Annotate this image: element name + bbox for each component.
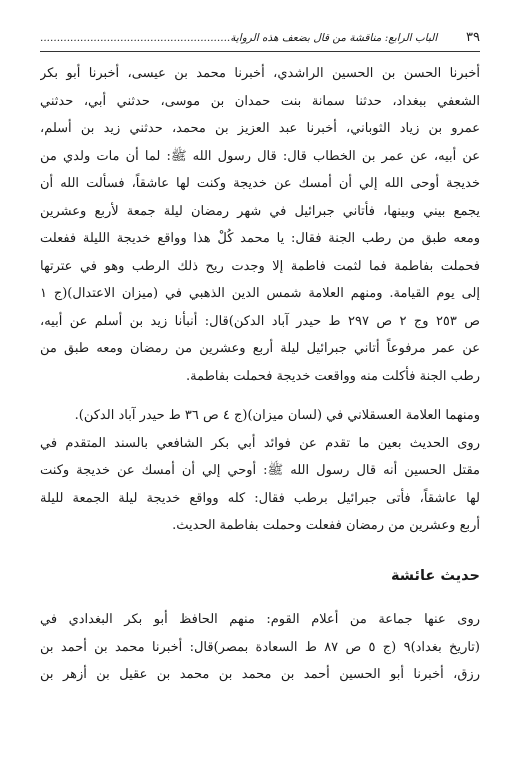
running-title: الباب الرابع: مناقشة من قال بضعف هذه الرواية......................................................... [40, 32, 438, 44]
text-line: يجمع بيني وبينها، فأتاني جبرائيل في شهر رمضان ليلة جمعة لأربع وعشرين [40, 203, 480, 219]
text-line: عن أبيه، عن عمر بن الخطاب قال: قال رسول الله ﷺ: لما أن مات ولدي من [40, 148, 480, 164]
text-line: فحملت بفاطمة فما لثمت فاطمة إلا وجدت ريح ذلك الرطب وهو في عترتها [40, 258, 480, 274]
text-line: مقتل الحسين أنه قال رسول الله ﷺ: أوحي إلي أن أمسك عن خديجة وكنت [40, 463, 480, 478]
text-line: أخبرنا الحسن بن الحسين الراشدي، أخبرنا محمد بن عيسى، أخبرنا أبو بكر [40, 66, 480, 81]
section-heading: حديث عائشة [390, 568, 480, 584]
text-line: عمرو بن زياد الثوباني، أخبرنا عبد العزيز بن محمد، حدثني زيد بن أسلم، [40, 121, 480, 136]
section-body [40, 606, 480, 689]
text-line: عن عمر مرفوعاً أتاني جبرائيل ليلة أربع وعشرين من رمضان ومعه طبق من [40, 341, 480, 356]
page-number: ٣٩ [466, 30, 480, 45]
text-line: (تاريخ بغداد)٩ (ج ٥ ص ٨٧ ط السعادة بمصر)قال: أخبرنا محمد بن أحمد بن [40, 639, 480, 655]
paragraph-spacer [40, 390, 480, 402]
text-line: ومنهما العلامة العسقلاني في (لسان ميزان)(ج ٤ ص ٣٦ ط حيدر آباد الدكن). [74, 408, 480, 423]
text-line: لها عاشقاً، فأتى جبرائيل برطب فقال: كله وواقع خديجة ليلة الجمعة لليلة [40, 490, 480, 506]
text-line: إلى يوم القيامة. ومنهم العلامة شمس الدين الذهبي في (ميزان الاعتدال)(ج ١ [40, 286, 480, 301]
text-line: روى الحديث بعين ما تقدم عن فوائد أبي بكر الشافعي بالسند المتقدم في [40, 435, 480, 451]
text-line: رطب الجنة فأكلت منه وواقعت خديجة فحملت بفاطمة. [185, 368, 480, 384]
text-line: أربع وعشرين من رمضان ففعلت وحملت بفاطمة الحديث. [172, 518, 480, 533]
text-line: ومعه طبق من رطب الجنة فقال: يا محمد كُلْ هذا وواقع خديجة الليلة ففعلت [40, 231, 480, 246]
body-text [40, 60, 480, 540]
text-line: الشعفي ببغداد، حدثنا سمانة بنت حمدان بن موسى، حدثني أبي، حدثني [40, 93, 480, 109]
paragraph [40, 402, 480, 540]
text-line: خديجة أوحى الله إلي أن أمسك عن خديجة وكنت لها عاشقاً، فسألت الله أن [40, 176, 480, 191]
text-line: ص ٢٥٣ وج ٢ ص ٢٩٧ ط حيدر آباد الدكن)قال: أنبأنا زيد بن أسلم عن أبيه، [40, 313, 480, 329]
text-line: روى عنها جماعة من أعلام القوم: منهم الحافظ أبو بكر البغدادي في [40, 612, 480, 627]
paragraph [40, 60, 480, 390]
text-line: رزق، أخبرنا أبو الحسين أحمد بن محمد بن محمد بن عقيل بن أزهر بن [40, 667, 480, 682]
header-rule [40, 51, 480, 52]
page-header [40, 30, 480, 52]
